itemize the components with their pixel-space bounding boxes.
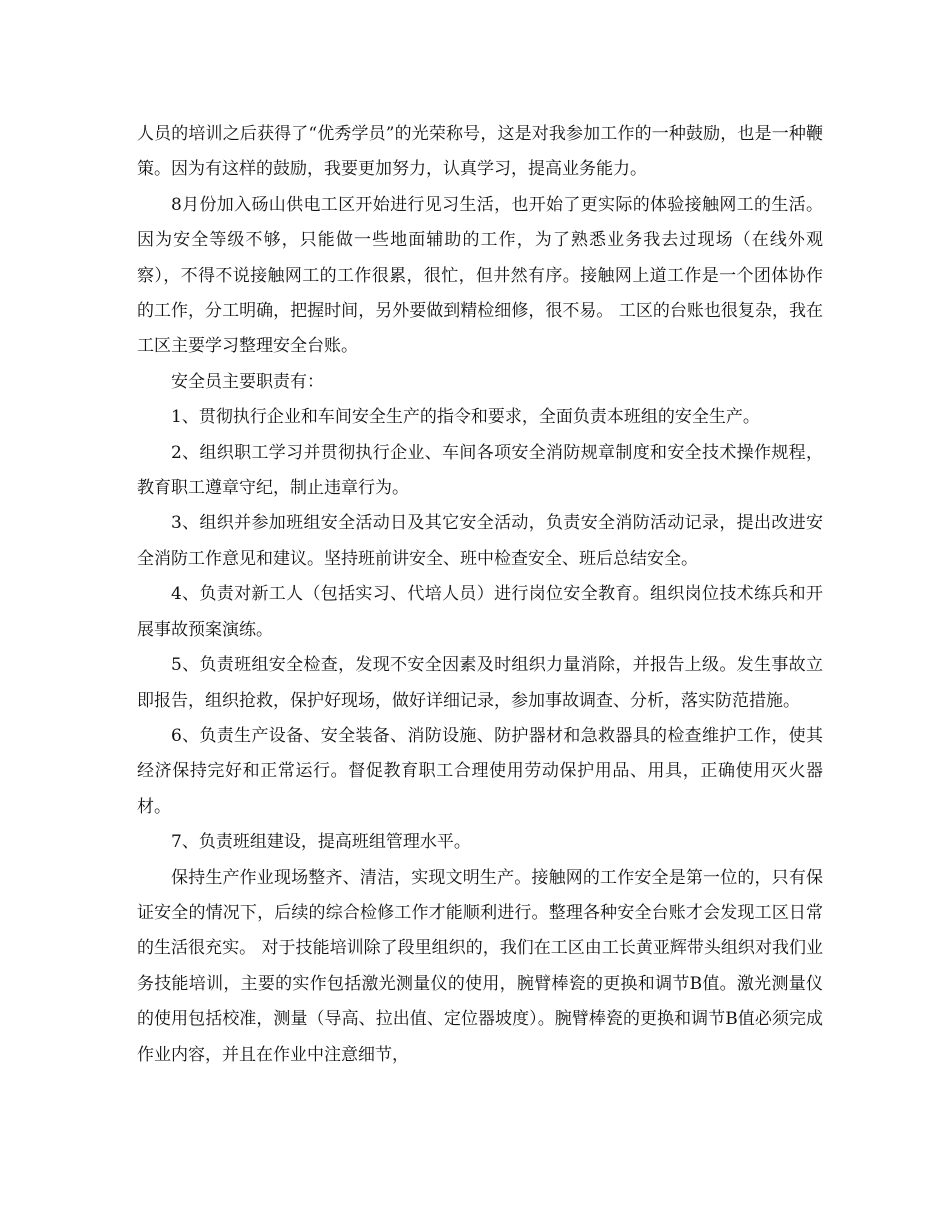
paragraph: 4、负责对新工人（包括实习、代培人员）进行岗位安全教育。组织岗位技术练兵和开展事故预案演练。 — [137, 584, 823, 640]
paragraph: 6、负责生产设备、安全装备、消防设施、防护器材和急救器具的检查维护工作，使其经济保持完好和正常运行。督促教育职工合理使用劳动保护用品、用具，正确使用灭火器材。 — [137, 725, 823, 817]
paragraph: 安全员主要职责有： — [171, 371, 324, 392]
paragraph: 1、贯彻执行企业和车间安全生产的指令和要求，全面负责本班组的安全生产。 — [171, 407, 760, 428]
paragraph: 5、负责班组安全检查，发现不安全因素及时组织力量消除，并报告上级。发生事故立即报告，组织抢救，保护好现场，做好详细记录，参加事故调查、分析，落实防范措施。 — [137, 655, 823, 711]
paragraph: 8月份加入砀山供电工区开始进行见习生活，也开始了更实际的体验接触网工的生活。因为安全等级不够，只能做一些地面辅助的工作，为了熟悉业务我去过现场（在线外观察），不得不说接触网工的工作很累，很忙，但井然有序。接触网上道工作是一个团体协作的工作，分工明确，把握时间，另外要做到精检细修，很不易。 工区的台账也很复杂，我在工区主要学习整理安全台账。 — [137, 194, 823, 357]
paragraph: 7、负责班组建设，提高班组管理水平。 — [171, 832, 471, 853]
paragraph: 2、组织职工学习并贯彻执行企业、车间各项安全消防规章制度和安全技术操作规程，教育职工遵章守纪，制止违章行为。 — [137, 442, 823, 499]
paragraph: 3、组织并参加班组安全活动日及其它安全活动，负责安全消防活动记录，提出改进安全消防工作意见和建议。坚持班前讲安全、班中检查安全、班后总结安全。 — [137, 513, 823, 569]
document-page — [137, 117, 823, 1073]
paragraph: 保持生产作业现场整齐、清洁，实现文明生产。接触网的工作安全是第一位的，只有保证安全的情况下，后续的综合检修工作才能顺利进行。整理各种安全台账才会发现工区日常的生活很充实。 对于技能培训除了段里组织的，我们在工区由工长黄亚辉带头组织对我们业务技能培训，主要的实作包括激光测量仪的使用，腕臂棒瓷的更换和调节B值。激光测量仪的使用包括校准，测量（导高、拉出值、定位器坡度）。腕臂棒瓷的更换和调节B值必须完成作业内容，并且在作业中注意细节， — [137, 867, 823, 1065]
paragraph: 人员的培训之后获得了“优秀学员”的光荣称号，这是对我参加工作的一种鼓励，也是一种鞭策。因为有这样的鼓励，我要更加努力，认真学习，提高业务能力。 — [137, 124, 823, 180]
